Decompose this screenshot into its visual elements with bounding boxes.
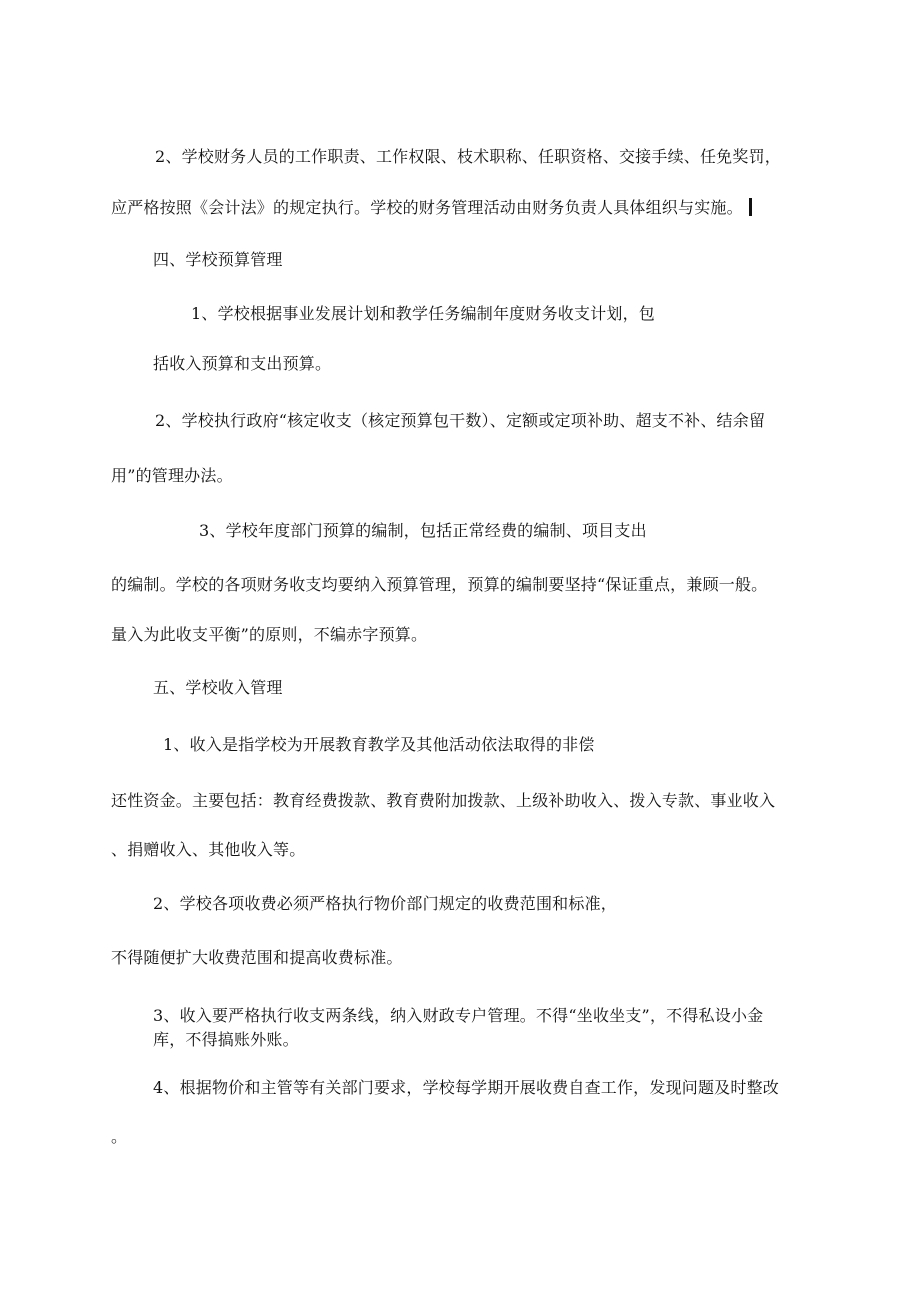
paragraph-line: 4、根据物价和主管等有关部门要求，学校每学期开展收费自查工作，发现问题及时整改: [153, 1078, 779, 1097]
section-heading: 四、学校预算管理: [153, 250, 283, 269]
paragraph-line: 1、收入是指学校为开展教育教学及其他活动依法取得的非偿: [163, 735, 595, 754]
paragraph-line: 2、学校财务人员的工作职责、工作权限、枝术职称、任职资格、交接手续、任免奖罚，: [155, 147, 781, 166]
paragraph-line: [111, 197, 752, 219]
paragraph-line: 用”的管理办法。: [111, 466, 233, 485]
section-heading: 五、学校收入管理: [153, 678, 283, 697]
paragraph-line: 2、学校各项收费必须严格执行物价部门规定的收费范围和标准，: [153, 894, 617, 913]
paragraph-line: 不得随便扩大收费范围和提高收费标准。: [111, 948, 403, 967]
paragraph-line-text: 应严格按照《会计法》的规定执行。学校的财务管理活动由财务负责人具体组织与实施。: [111, 198, 743, 217]
paragraph-line: 的编制。学校的各项财务收支均要纳入预算管理，预算的编制要坚持“保证重点，兼顾一般。: [111, 575, 768, 594]
text-cursor-icon: [749, 198, 752, 216]
paragraph-line: 、捐赠收入、其他收入等。: [111, 840, 306, 859]
paragraph-line: 1、学校根据事业发展计划和教学任务编制年度财务收支计划，包: [191, 304, 655, 323]
paragraph-line: 。: [111, 1127, 128, 1146]
paragraph-line: 量入为此收支平衡”的原则，不编赤字预算。: [111, 625, 428, 644]
paragraph-line: 括收入预算和支出预算。: [153, 354, 332, 373]
paragraph-line: 还性资金。主要包括：教育经费拨款、教育费附加拨款、上级补助收入、拨入专款、事业收入: [111, 791, 776, 810]
paragraph-line: 2、学校执行政府“核定收支（核定预算包干数）、定额或定项补助、超支不补、结余留: [155, 411, 766, 430]
paragraph-line: 3、收入要严格执行收支两条线，纳入财政专户管理。不得“坐收坐支”，不得私设小金: [153, 1006, 764, 1025]
paragraph-line: 3、学校年度部门预算的编制，包括正常经费的编制、项目支出: [199, 521, 647, 540]
paragraph-line: 库，不得搞账外账。: [153, 1030, 299, 1049]
